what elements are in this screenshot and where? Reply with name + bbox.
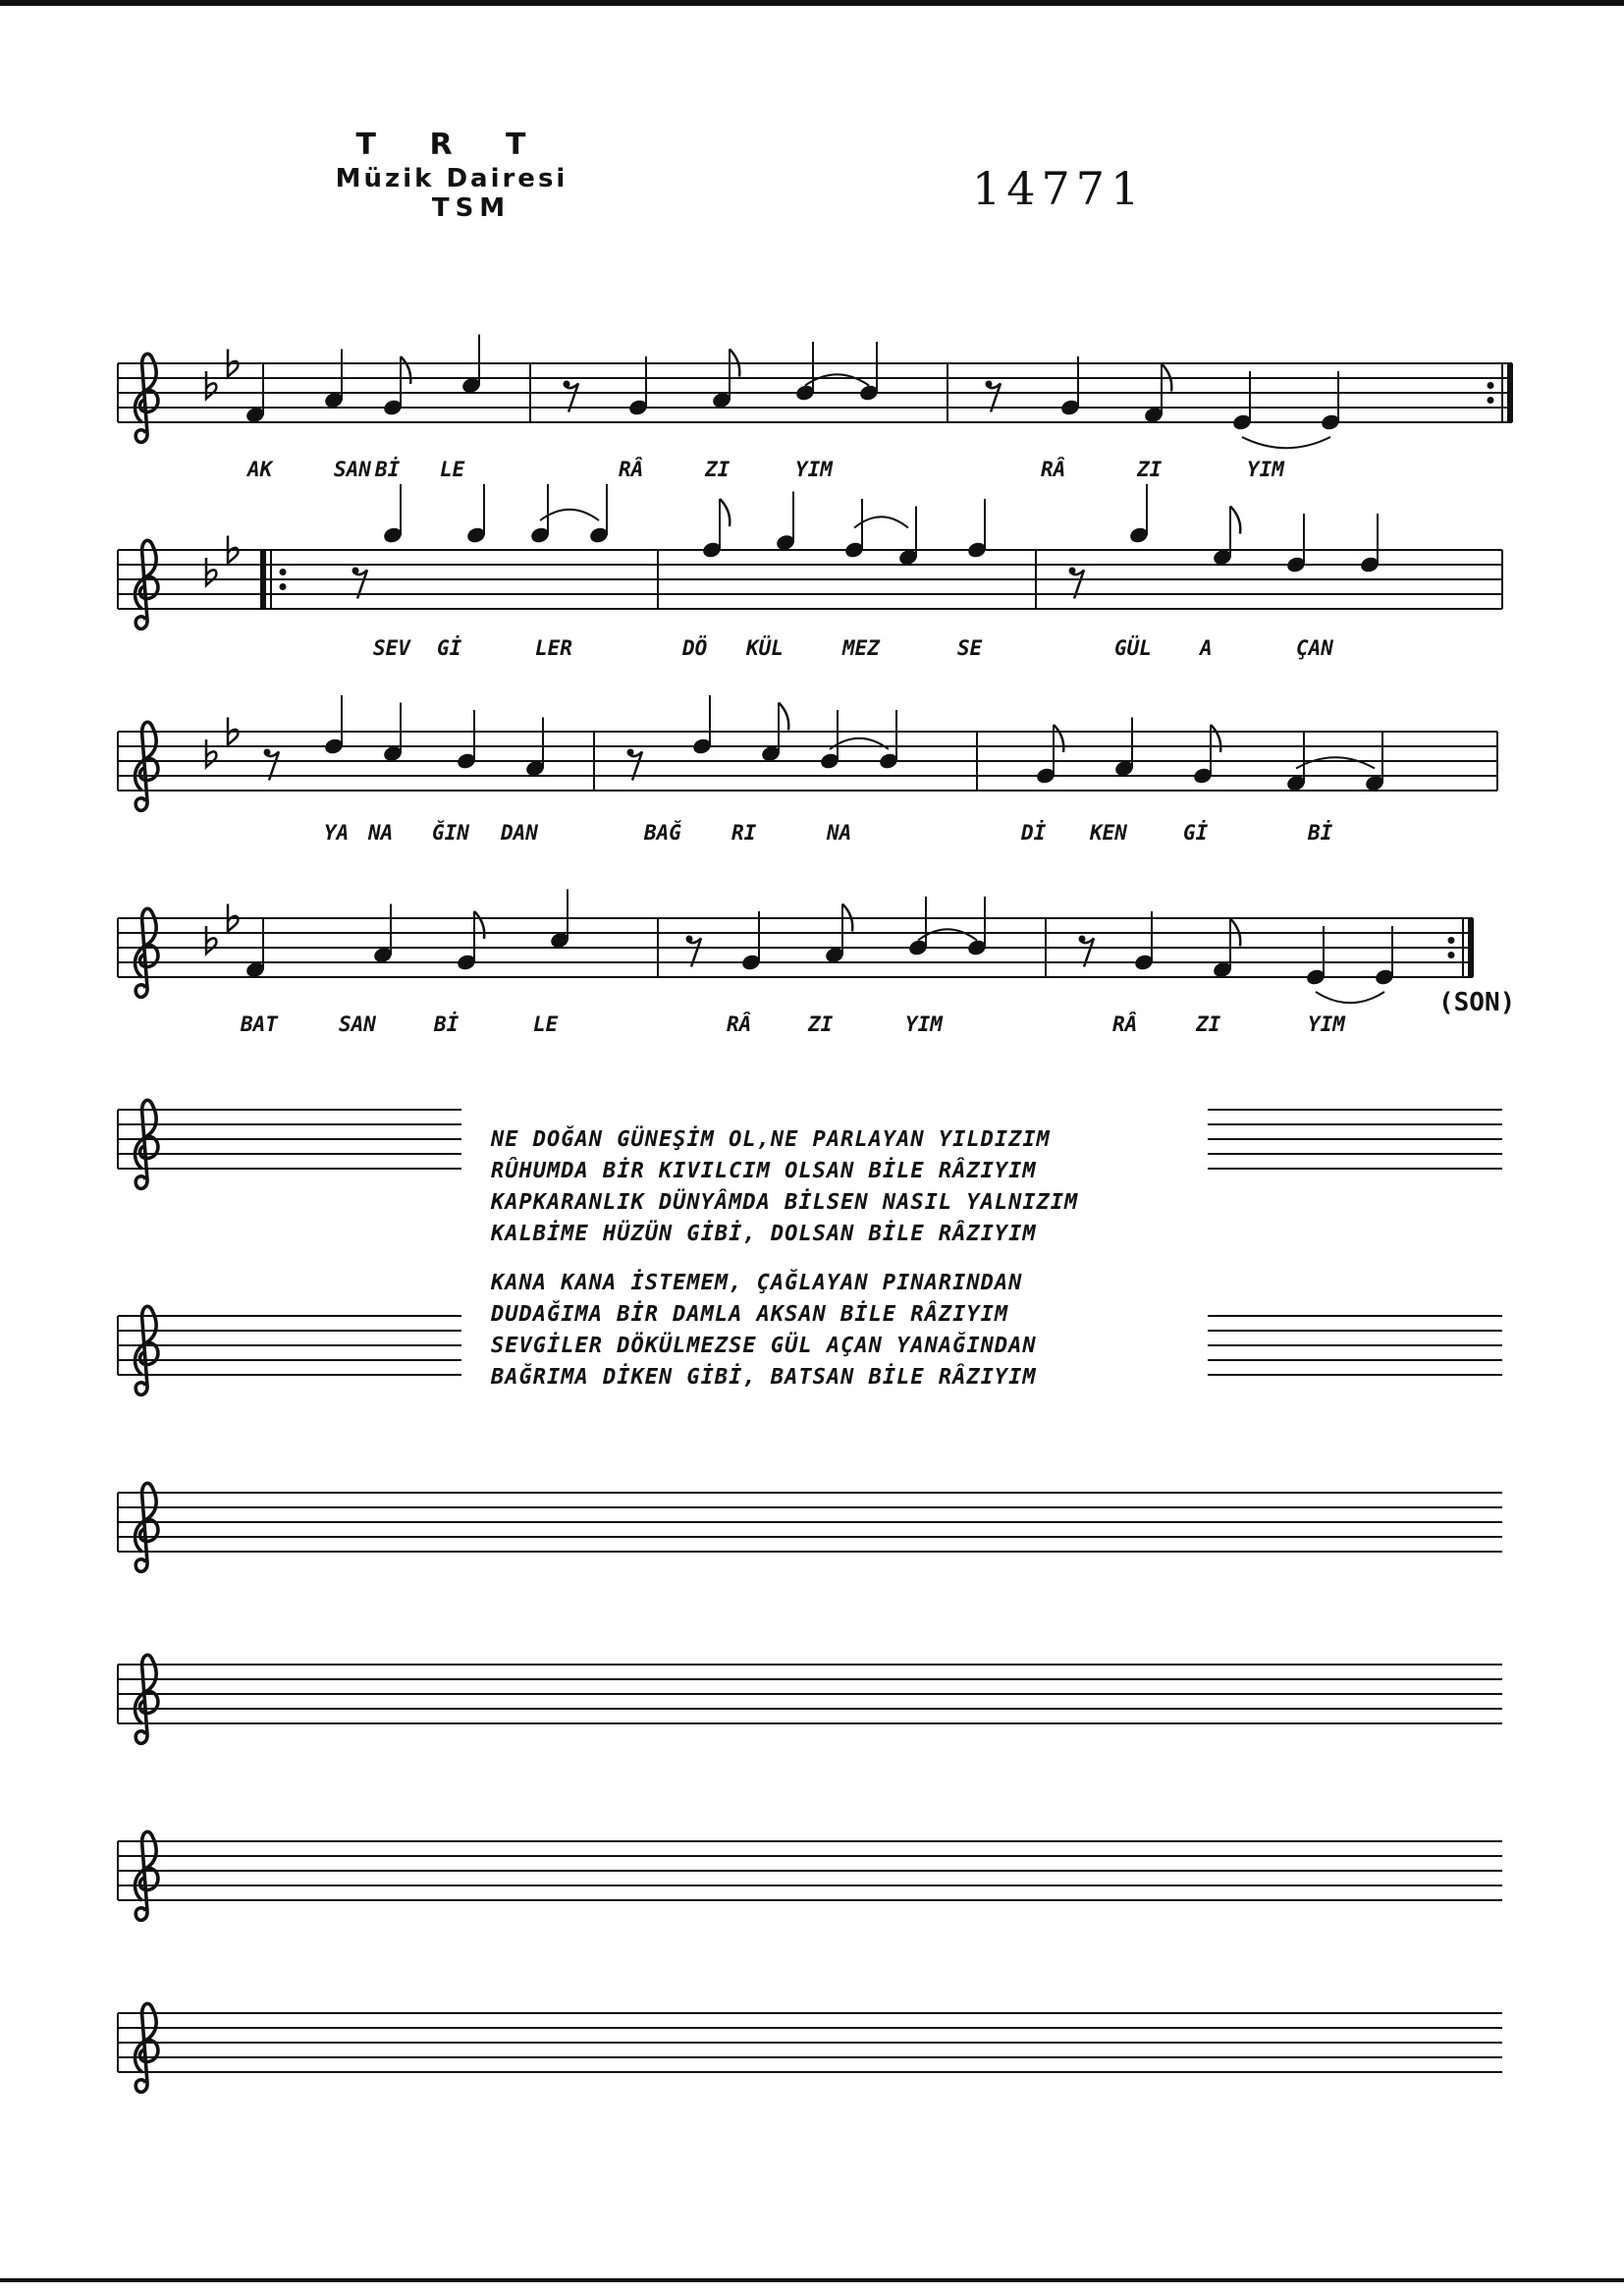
poem-stanza-1 xyxy=(491,1124,1218,1250)
stamp-line-1: T R T xyxy=(355,128,548,162)
eighth-rest-dot xyxy=(1079,936,1086,943)
eighth-rest-dot xyxy=(1069,568,1076,574)
slur xyxy=(1242,437,1330,448)
lyric-syllable: ZI xyxy=(1196,1012,1221,1036)
flat-sign-icon xyxy=(206,558,216,585)
staff-system-3 xyxy=(118,695,1497,810)
lyric-syllable: A xyxy=(1200,636,1213,660)
poem-line: DUDAĞIMA BİR DAMLA AKSAN BİLE RÂZIYIM xyxy=(491,1302,1009,1327)
document-number: 14771 xyxy=(972,162,1146,215)
flat-sign-icon xyxy=(206,739,216,767)
stamp-line-3: TSM xyxy=(431,193,512,223)
slur xyxy=(1316,992,1384,1003)
lyric-syllable: SAN xyxy=(334,458,371,481)
lyric-syllable: ÇAN xyxy=(1296,636,1333,660)
poem-text xyxy=(491,1124,1218,1411)
lyric-syllable: YIM xyxy=(1308,1012,1345,1036)
lyric-syllable: Gİ xyxy=(1183,821,1209,845)
poem-line: NE DOĞAN GÜNEŞİM OL,NE PARLAYAN YILDIZIM xyxy=(491,1127,1051,1152)
treble-clef-icon xyxy=(135,908,158,997)
lyric-syllable: ZI xyxy=(808,1012,834,1036)
lyric-syllable: Bİ xyxy=(1308,821,1333,845)
repeat-dot xyxy=(1488,382,1494,389)
treble-clef-icon xyxy=(135,722,158,810)
empty-staff-6 xyxy=(118,2003,1502,2092)
lyric-syllable: NA xyxy=(368,821,394,845)
lyric-syllable: MEZ xyxy=(842,636,880,660)
eighth-rest-dot xyxy=(564,381,570,388)
eighth-rest-dot xyxy=(686,936,693,943)
lyric-syllable: ĞIN xyxy=(432,821,469,845)
poem-line: RÛHUMDA BİR KIVILCIM OLSAN BİLE RÂZIYIM xyxy=(491,1159,1037,1183)
treble-clef-icon xyxy=(135,2003,158,2092)
stamp-line-2: Müzik Dairesi xyxy=(335,164,568,193)
treble-clef-icon xyxy=(135,1306,158,1394)
lyric-syllable: YIM xyxy=(795,458,833,481)
lyric-syllable: Dİ xyxy=(1021,821,1047,845)
empty-staff-4 xyxy=(118,1655,1502,1743)
treble-clef-icon xyxy=(135,1655,158,1743)
note-flag xyxy=(720,499,730,526)
note-flag xyxy=(474,911,484,939)
treble-clef-icon xyxy=(135,1100,158,1188)
poem-stanza-2 xyxy=(491,1268,1218,1393)
slur xyxy=(1296,757,1375,768)
lyric-syllable: SE xyxy=(957,636,983,660)
lyric-syllable: Bİ xyxy=(434,1012,460,1036)
lyric-syllable: BAĞ xyxy=(644,821,681,845)
flat-sign-icon xyxy=(228,536,238,564)
repeat-dot xyxy=(280,583,287,590)
repeat-dot xyxy=(1488,397,1494,404)
poem-line: KAPKARANLIK DÜNYÂMDA BİLSEN NASIL YALNIZIM xyxy=(491,1190,1079,1215)
lyric-syllable: KÜL xyxy=(746,636,784,660)
lyric-syllable: DAN xyxy=(501,821,538,845)
lyric-syllable: LE xyxy=(440,458,465,481)
note-flag xyxy=(779,703,788,731)
repeat-dot xyxy=(1448,952,1455,958)
repeat-dot xyxy=(280,569,287,575)
staff-system-2 xyxy=(118,484,1502,628)
lyric-syllable: GÜL xyxy=(1114,636,1152,660)
note-flag xyxy=(1211,725,1220,752)
note-flag xyxy=(1230,507,1240,534)
eighth-rest-dot xyxy=(627,749,634,756)
lyric-syllable: YIM xyxy=(1247,458,1284,481)
poem-line: SEVGİLER DÖKÜLMEZSE GÜL AÇAN YANAĞINDAN xyxy=(491,1334,1037,1358)
flat-sign-icon xyxy=(228,350,238,377)
poem-line: KALBİME HÜZÜN GİBİ, DOLSAN BİLE RÂZIYIM xyxy=(491,1222,1037,1246)
son-mark: (SON) xyxy=(1438,988,1516,1017)
note-flag xyxy=(1054,725,1063,752)
poem-line: BAĞRIMA DİKEN GİBİ, BATSAN BİLE RÂZIYIM xyxy=(491,1365,1037,1390)
lyric-syllable: Gİ xyxy=(437,636,462,660)
lyric-syllable: RI xyxy=(731,821,757,845)
staff-system-4 xyxy=(118,890,1473,1004)
repeat-dot xyxy=(1448,937,1455,944)
flat-sign-icon xyxy=(206,926,216,954)
lyric-syllable: YIM xyxy=(905,1012,943,1036)
staff-system-1 xyxy=(118,335,1512,449)
lyric-syllable: NA xyxy=(827,821,852,845)
lyric-syllable: RÂ xyxy=(727,1012,752,1036)
flat-sign-icon xyxy=(228,904,238,932)
flat-sign-icon xyxy=(228,718,238,745)
lyric-syllable: LER xyxy=(535,636,572,660)
treble-clef-icon xyxy=(135,354,158,442)
lyric-syllable: AK xyxy=(247,458,273,481)
treble-clef-icon xyxy=(135,1831,158,1920)
lyric-syllable: SAN xyxy=(339,1012,376,1036)
lyric-syllable: LE xyxy=(533,1012,559,1036)
empty-staff-3 xyxy=(118,1483,1502,1571)
lyric-syllable: KEN xyxy=(1090,821,1127,845)
treble-clef-icon xyxy=(135,540,158,628)
lyric-syllable: RÂ xyxy=(619,458,644,481)
flat-sign-icon xyxy=(206,371,216,399)
lyric-syllable: ZI xyxy=(705,458,731,481)
lyric-syllable: Bİ xyxy=(375,458,401,481)
empty-staff-5 xyxy=(118,1831,1502,1920)
slur xyxy=(805,374,869,385)
note-flag xyxy=(401,356,410,384)
lyric-syllable: ZI xyxy=(1137,458,1163,481)
eighth-rest-dot xyxy=(352,568,359,574)
lyric-syllable: SEV xyxy=(373,636,410,660)
eighth-rest-dot xyxy=(986,381,993,388)
poem-line: KANA KANA İSTEMEM, ÇAĞLAYAN PINARINDAN xyxy=(491,1271,1023,1295)
lyric-syllable: RÂ xyxy=(1112,1012,1138,1036)
lyric-syllable: DÖ xyxy=(682,636,708,660)
lyric-syllable: YA xyxy=(324,821,350,845)
eighth-rest-dot xyxy=(264,749,271,756)
lyric-syllable: RÂ xyxy=(1041,458,1066,481)
treble-clef-icon xyxy=(135,1483,158,1571)
lyric-syllable: BAT xyxy=(241,1012,278,1036)
